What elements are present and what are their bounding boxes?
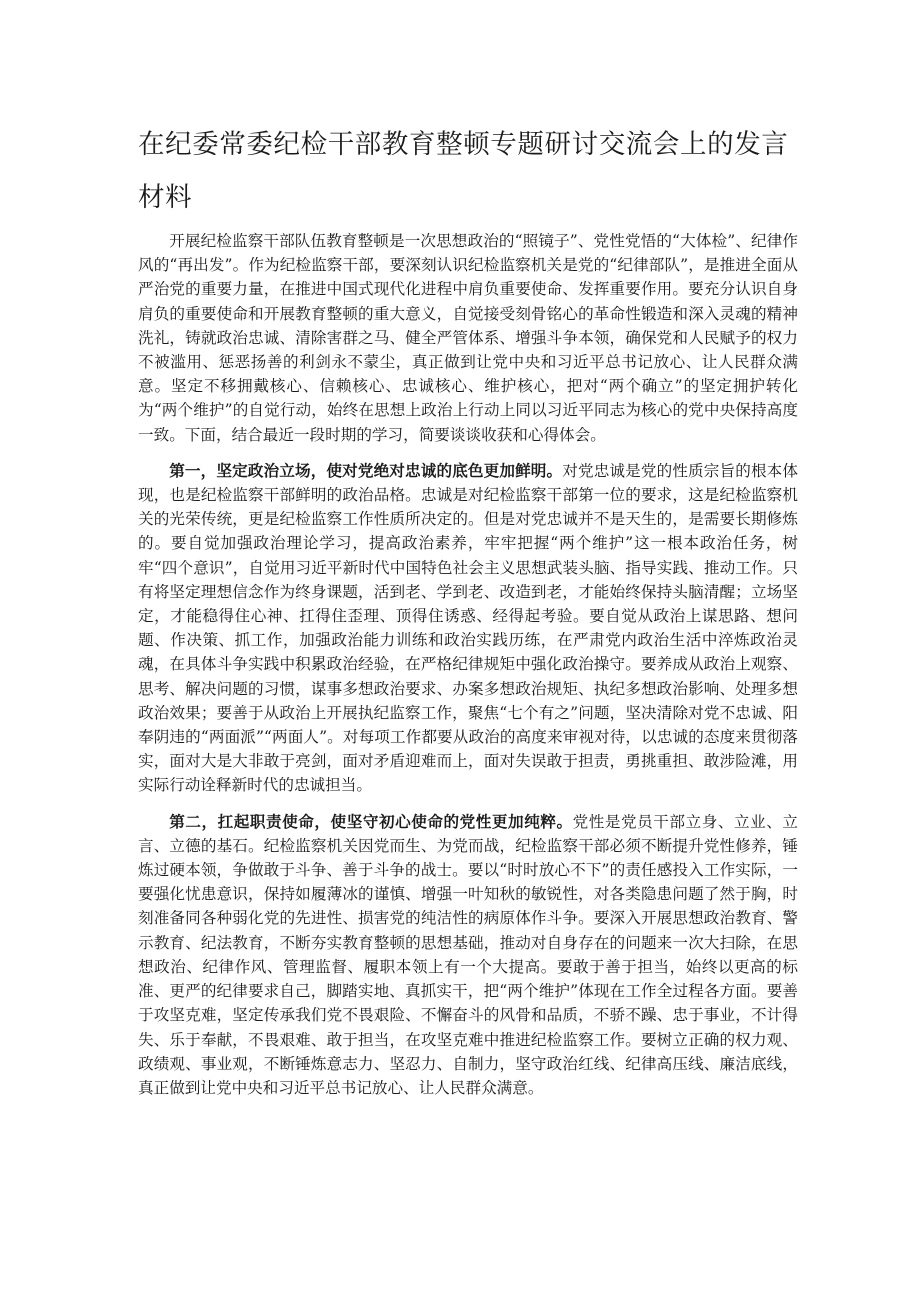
section-2-lead: 第二，扛起职责使命，使坚守初心使命的党性更加纯粹。: [169, 811, 573, 831]
section-2-text: 党性是党员干部立身、立业、立言、立德的基石。纪检监察机关因党而生、为党而战，纪检监察干部必须不断提升党性修养，锤炼过硬本领，争做敢于斗争、善于斗争的战士。要以“时时放心不下”的责任感投入工作实际，一要强化忧患意识，保持如履薄冰的谨慎、增强一叶知秋的敏锐性，对各类隐患问题了然于胸，时刻准备同各种弱化党的先进性、损害党的纯洁性的病原体作斗争。要深入开展思想政治教育、警示教育、纪法教育，不断夯实教育整顿的思想基础，推动对自身存在的问题来一次大扫除，在思想政治、纪律作风、管理监督、履职本领上有一个大提高。要敢于善于担当，始终以更高的标准、更严的纪律要求自己，脚踏实地、真抓实干，把“两个维护”体现在工作全过程各方面。要善于攻坚克难，坚定传承我们党不畏艰险、不懈奋斗的风骨和品质，不骄不躁、忠于事业，不计得失、乐于奉献，不畏艰难、敢于担当，在攻坚克难中推进纪检监察工作。要树立正确的权力观、政绩观、事业观，不断锤炼意志力、坚忍力、自制力，坚守政治红线、纪律高压线、廉洁底线，真正做到让党中央和习近平总书记放心、让人民群众满意。: [138, 812, 798, 1097]
section-1-text: 对党忠诚是党的性质宗旨的根本体现，也是纪检监察干部鲜明的政治品格。忠诚是对纪检监察干部第一位的要求，这是纪检监察机关的光荣传统，更是纪检监察工作性质所决定的。但是对党忠诚并不是天生的，是需要长期修炼的。要自觉加强政治理论学习，提高政治素养，牢牢把握“两个维护”这一根本政治任务，树牢“四个意识”，自觉用习近平新时代中国特色社会主义思想武装头脑、指导实践、推动工作。只有将坚定理想信念作为终身课题，活到老、学到老、改造到老，才能始终保持头脑清醒；立场坚定，才能稳得住心神、扛得住歪理、顶得住诱惑、经得起考验。要自觉从政治上谋思路、想问题、作决策、抓工作，加强政治能力训练和政治实践历练，在严肃党内政治生活中淬炼政治灵魂，在具体斗争实践中积累政治经验，在严格纪律规矩中强化政治操守。要养成从政治上观察、思考、解决问题的习惯，谋事多想政治要求、办案多想政治规矩、执纪多想政治影响、处理多想政治效果；要善于从政治上开展执纪监察工作，聚焦“七个有之”问题，坚决清除对党不忠诚、阳奉阴违的“两面派”“两面人”。对每项工作都要从政治的高度来审视对待，以忠诚的态度来贯彻落实，面对大是大非敢于亮剑，面对矛盾迎难而上，面对失误敢于担责，勇挑重担、敢涉险滩，用实际行动诠释新时代的忠诚担当。: [138, 461, 798, 795]
document-body: [138, 229, 798, 1100]
section-1-lead: 第一，坚定政治立场，使对党绝对忠诚的底色更加鲜明。: [169, 460, 563, 480]
document-title: 在纪委常委纪检干部教育整顿专题研讨交流会上的发言材料: [138, 129, 789, 213]
intro-paragraph: 开展纪检监察干部队伍教育整顿是一次思想政治的“照镜子”、党性党悟的“大体检”、纪律作风的“再出发”。作为纪检监察干部，要深刻认识纪检监察机关是党的“纪律部队”，是推进全面从严治党的重要力量，在推进中国式现代化进程中肩负重要使命、发挥重要作用。要充分认识自身肩负的重要使命和开展教育整顿的重大意义，自觉接受刻骨铭心的革命性锻造和深入灵魂的精神洗礼，铸就政治忠诚、清除害群之马、健全严管体系、增强斗争本领，确保党和人民赋予的权力不被滥用、惩恶扬善的利剑永不蒙尘，真正做到让党中央和习近平总书记放心、让人民群众满意。坚定不移拥戴核心、信赖核心、忠诚核心、维护核心，把对“两个确立”的坚定拥护转化为“两个维护”的自觉行动，始终在思想上政治上行动上同以习近平同志为核心的党中央保持高度一致。下面，结合最近一段时期的学习，简要谈谈收获和心得体会。: [138, 232, 798, 444]
section-paragraph-2: [138, 810, 798, 1100]
section-paragraph-1: [138, 459, 798, 798]
